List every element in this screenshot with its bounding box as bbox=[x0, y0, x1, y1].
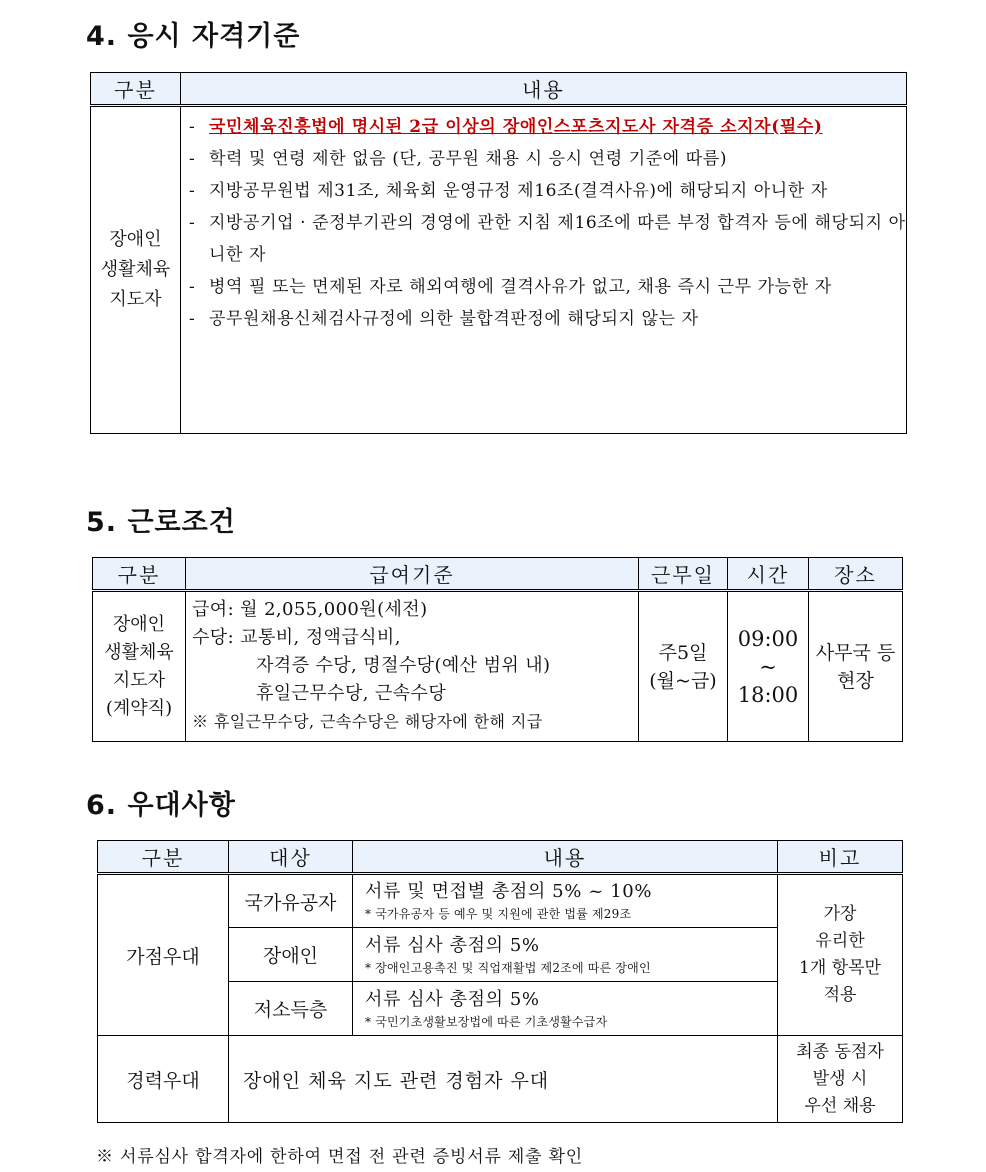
bonus-sub-disabled: * 장애인고용촉진 및 직업재활법 제2조에 따른 장애인 bbox=[365, 960, 651, 975]
preference-header-content: 내용 bbox=[353, 841, 778, 874]
section-4-title: 4. 응시 자격기준 bbox=[86, 21, 301, 52]
conditions-header-days: 근무일 bbox=[639, 558, 728, 591]
bonus-sub-low-income: * 국민기초생활보장법에 따른 기초생활수급자 bbox=[365, 1014, 608, 1029]
bonus-main-low-income: 서류 심사 총점의 5% bbox=[365, 988, 540, 1010]
footnote: ※ 서류심사 합격자에 한하여 면접 전 관련 증빙서류 제출 확인 bbox=[96, 1147, 583, 1167]
conditions-header-time: 시간 bbox=[728, 558, 809, 591]
pay-line-allowance-3: 휴일근무수당, 근속수당 bbox=[256, 683, 447, 704]
bullet-dash: - bbox=[189, 149, 196, 169]
qualification-text: 병역 필 또는 면제된 자로 해외여행에 결격사유가 없고, 채용 즉시 근무 가능한 자 bbox=[209, 277, 832, 297]
career-note: 최종 동점자 발생 시 우선 채용 bbox=[778, 1036, 903, 1123]
qualification-item bbox=[189, 143, 906, 175]
bullet-dash: - bbox=[189, 277, 196, 297]
bonus-note: 가장 유리한 1개 항목만 적용 bbox=[778, 874, 903, 1036]
qualification-item bbox=[189, 207, 906, 271]
pay-line-salary: 급여: 월 2,055,000원(세전) bbox=[192, 599, 428, 620]
conditions-header-pay: 급여기준 bbox=[186, 558, 639, 591]
qualification-text: 지방공무원법 제31조, 체육회 운영규정 제16조(결격사유)에 해당되지 아니한 자 bbox=[209, 181, 828, 201]
working-conditions-table bbox=[92, 557, 903, 742]
qualification-item bbox=[189, 175, 906, 207]
work-days: 주5일 (월~금) bbox=[639, 591, 728, 742]
career-category: 경력우대 bbox=[98, 1036, 229, 1123]
work-place: 사무국 등 현장 bbox=[809, 591, 903, 742]
qualification-item bbox=[189, 111, 906, 143]
work-time: 09:00 ~ 18:00 bbox=[728, 591, 809, 742]
bonus-content-disabled bbox=[353, 928, 778, 982]
bonus-category: 가점우대 bbox=[98, 874, 229, 1036]
bonus-main-disabled: 서류 심사 총점의 5% bbox=[365, 934, 540, 956]
preference-table bbox=[97, 840, 903, 1123]
pay-line-note: ※ 휴일근무수당, 근속수당은 해당자에 한해 지급 bbox=[192, 712, 543, 731]
pay-line-allowance: 수당: 교통비, 정액급식비, bbox=[192, 627, 401, 648]
qualification-header-category: 구분 bbox=[91, 73, 181, 106]
conditions-header-place: 장소 bbox=[809, 558, 903, 591]
section-6-title: 6. 우대사항 bbox=[86, 790, 236, 821]
bonus-main-veteran: 서류 및 면접별 총점의 5% ~ 10% bbox=[365, 881, 653, 902]
bullet-dash: - bbox=[189, 213, 196, 233]
conditions-category: 장애인 생활체육 지도자 (계약직) bbox=[93, 591, 186, 742]
qualification-category: 장애인 생활체육 지도자 bbox=[91, 106, 181, 434]
bonus-content-low-income bbox=[353, 982, 778, 1036]
bonus-content-veteran bbox=[353, 874, 778, 928]
preference-header-category: 구분 bbox=[98, 841, 229, 874]
qualification-item bbox=[189, 303, 906, 335]
qualification-list bbox=[181, 107, 906, 339]
pay-standard bbox=[186, 591, 639, 742]
preference-header-target: 대상 bbox=[229, 841, 353, 874]
conditions-header-category: 구분 bbox=[93, 558, 186, 591]
qualification-header-content: 내용 bbox=[181, 73, 907, 106]
qualification-table bbox=[90, 72, 907, 434]
bullet-dash: - bbox=[189, 309, 196, 329]
section-5-title: 5. 근로조건 bbox=[86, 507, 236, 538]
qualification-text: 지방공기업 · 준정부기관의 경영에 관한 지침 제16조에 따른 부정 합격자 등에 해당되지 아니한 자 bbox=[209, 213, 906, 265]
qualification-text: 국민체육진흥법에 명시된 2급 이상의 장애인스포츠지도사 자격증 소지자(필수) bbox=[209, 117, 823, 137]
preference-header-note: 비고 bbox=[778, 841, 903, 874]
bonus-target-veteran: 국가유공자 bbox=[229, 874, 353, 928]
bullet-dash: - bbox=[189, 181, 196, 201]
bonus-sub-veteran: * 국가유공자 등 예우 및 지원에 관한 법률 제29조 bbox=[365, 907, 632, 921]
bullet-dash: - bbox=[189, 117, 196, 137]
qualification-text: 공무원채용신체검사규정에 의한 불합격판정에 해당되지 않는 자 bbox=[209, 309, 699, 329]
bonus-target-disabled: 장애인 bbox=[229, 928, 353, 982]
pay-line-allowance-2: 자격증 수당, 명절수당(예산 범위 내) bbox=[256, 655, 551, 676]
bonus-target-low-income: 저소득층 bbox=[229, 982, 353, 1036]
qualification-text: 학력 및 연령 제한 없음 (단, 공무원 채용 시 응시 연령 기준에 따름) bbox=[209, 149, 728, 169]
qualification-item bbox=[189, 271, 906, 303]
career-content: 장애인 체육 지도 관련 경험자 우대 bbox=[229, 1036, 778, 1123]
